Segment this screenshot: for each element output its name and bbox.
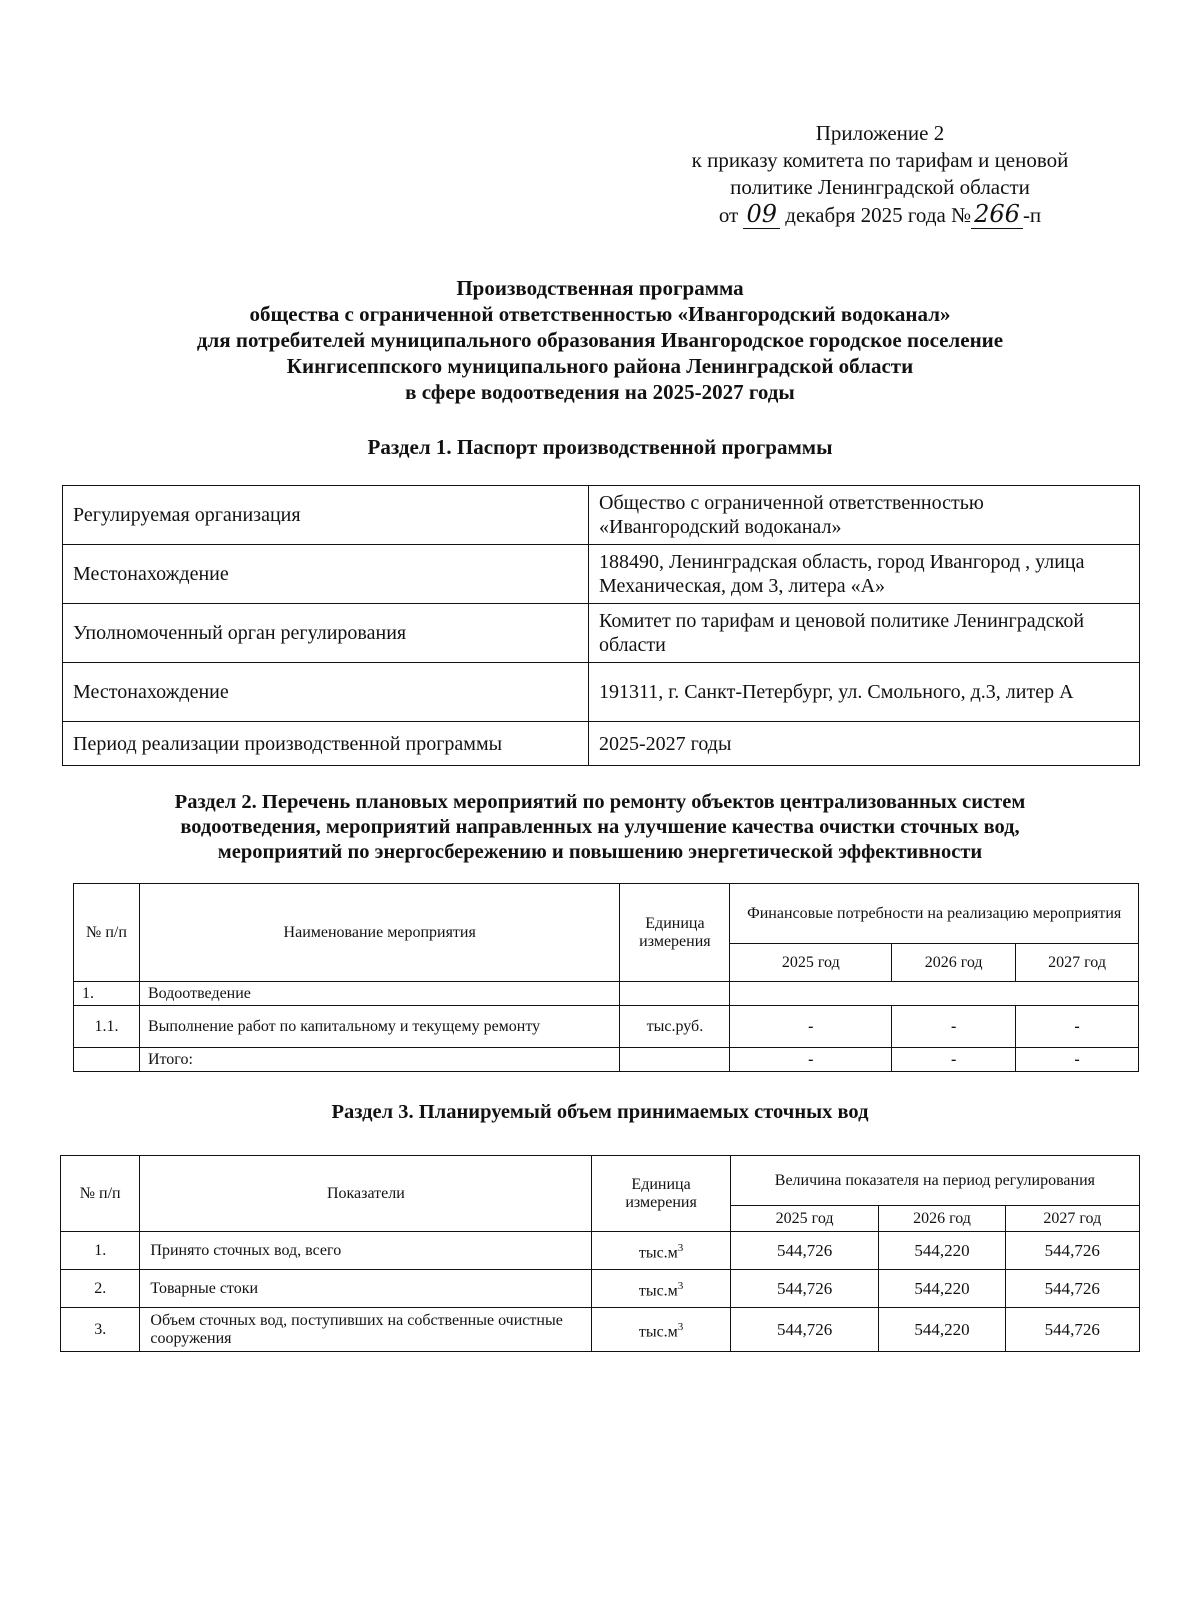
measures-table [73, 883, 1139, 1072]
table-row [74, 1006, 1139, 1048]
row-name: Выполнение работ по капитальному и текущему ремонту [139, 1006, 619, 1048]
table-row [63, 604, 1140, 663]
col-name-header: Показатели [140, 1156, 592, 1232]
value-cell: 544,220 [879, 1232, 1005, 1270]
passport-table [62, 485, 1140, 766]
value-cell: - [730, 1048, 892, 1072]
value-cell: - [1016, 1048, 1139, 1072]
value-cell: 544,726 [1005, 1308, 1139, 1352]
row-values-empty [730, 982, 1139, 1006]
passport-value: Комитет по тарифам и ценовой политике Ленинградской области [589, 604, 1140, 663]
program-title [60, 275, 1140, 405]
total-label: Итого: [139, 1048, 619, 1072]
unit-superscript: 3 [677, 1241, 684, 1254]
col-name-header: Наименование мероприятия [139, 884, 619, 982]
value-cell: - [1016, 1006, 1139, 1048]
year-header: 2025 год [730, 1206, 879, 1232]
row-name: Водоотведение [139, 982, 619, 1006]
row-num: 1. [74, 982, 140, 1006]
section2-heading [60, 790, 1140, 865]
table-header-row [74, 884, 1139, 944]
appendix-line-1: Приложение 2 [815, 121, 945, 145]
handwritten-number: 266 [971, 200, 1023, 229]
title-line-5: в сфере водоотведения на 2025-2027 годы [405, 380, 795, 404]
passport-key: Уполномоченный орган регулирования [63, 604, 589, 663]
col-unit-header: Единица измерения [620, 884, 730, 982]
table-row [61, 1270, 1140, 1308]
table-row [63, 545, 1140, 604]
value-cell: 544,726 [730, 1232, 879, 1270]
value-cell: - [892, 1006, 1016, 1048]
year-header: 2025 год [730, 944, 892, 982]
row-num: 2. [61, 1270, 140, 1308]
row-name: Принято сточных вод, всего [140, 1232, 592, 1270]
table-row [61, 1232, 1140, 1270]
unit-text: тыс.м [638, 1323, 678, 1341]
unit-text: тыс.м [638, 1282, 678, 1300]
passport-value: 2025-2027 годы [589, 722, 1140, 766]
value-cell: 544,726 [730, 1308, 879, 1352]
number-suffix: -п [1022, 203, 1042, 227]
date-prefix: от [718, 203, 739, 227]
passport-key: Период реализации производственной программы [63, 722, 589, 766]
col-num-header: № п/п [74, 884, 140, 982]
row-num: 1.1. [74, 1006, 140, 1048]
table-row [63, 722, 1140, 766]
passport-key: Местонахождение [63, 663, 589, 722]
row-unit [620, 1048, 730, 1072]
table-row [63, 486, 1140, 545]
title-line-2: общества с ограниченной ответственностью «Ивангородский водоканал» [249, 302, 951, 326]
col-finance-header: Финансовые потребности на реализацию мероприятия [730, 884, 1139, 944]
handwritten-day: 09 [743, 200, 780, 229]
row-name: Объем сточных вод, поступивших на собственные очистные сооружения [140, 1308, 592, 1352]
row-unit: тыс.руб. [620, 1006, 730, 1048]
section2-heading-line-3: мероприятий по энергосбережению и повышению энергетической эффективности [217, 841, 983, 863]
passport-key: Местонахождение [63, 545, 589, 604]
year-header: 2026 год [892, 944, 1016, 982]
value-cell: 544,726 [730, 1270, 879, 1308]
title-line-1: Производственная программа [456, 276, 744, 300]
year-header: 2026 год [879, 1206, 1005, 1232]
passport-key: Регулируемая организация [63, 486, 589, 545]
row-num: 3. [61, 1308, 140, 1352]
row-unit [592, 1308, 730, 1352]
row-num [74, 1048, 140, 1072]
table-total-row [74, 1048, 1139, 1072]
value-cell: 544,726 [1005, 1232, 1139, 1270]
appendix-header [620, 120, 1140, 229]
date-middle: декабря 2025 года № [785, 203, 972, 227]
year-header: 2027 год [1016, 944, 1139, 982]
title-line-3: для потребителей муниципального образования Ивангородское городское поселение [196, 328, 1004, 352]
year-header: 2027 год [1005, 1206, 1139, 1232]
section3-heading: Раздел 3. Планируемый объем принимаемых сточных вод [331, 1101, 869, 1123]
appendix-line-2: к приказу комитета по тарифам и ценовой [691, 148, 1069, 172]
table-row [63, 663, 1140, 722]
row-unit [620, 982, 730, 1006]
unit-text: тыс.м [638, 1244, 678, 1262]
unit-superscript: 3 [677, 1320, 684, 1333]
value-cell: 544,220 [879, 1308, 1005, 1352]
value-cell: - [892, 1048, 1016, 1072]
col-unit-header: Единица измерения [592, 1156, 730, 1232]
section2-heading-line-2: водоотведения, мероприятий направленных на улучшение качества очистки сточных вод, [180, 816, 1020, 838]
section2-heading-line-1: Раздел 2. Перечень плановых мероприятий по ремонту объектов централизованных систем [174, 791, 1026, 813]
passport-value: 191311, г. Санкт-Петербург, ул. Смольного, д.3, литер А [589, 663, 1140, 722]
row-name: Товарные стоки [140, 1270, 592, 1308]
row-unit [592, 1270, 730, 1308]
col-value-header: Величина показателя на период регулирования [730, 1156, 1139, 1206]
row-num: 1. [61, 1232, 140, 1270]
row-unit [592, 1232, 730, 1270]
passport-value: 188490, Ленинградская область, город Ивангород , улица Механическая, дом 3, литера «А» [589, 545, 1140, 604]
wastewater-volume-table [60, 1155, 1140, 1352]
section1-heading: Раздел 1. Паспорт производственной программы [367, 435, 833, 459]
value-cell: - [730, 1006, 892, 1048]
appendix-date-line [620, 201, 1140, 229]
passport-value: Общество с ограниченной ответственностью «Ивангородский водоканал» [589, 486, 1140, 545]
unit-superscript: 3 [677, 1279, 684, 1292]
value-cell: 544,220 [879, 1270, 1005, 1308]
table-row [61, 1308, 1140, 1352]
col-num-header: № п/п [61, 1156, 140, 1232]
table-row [74, 982, 1139, 1006]
value-cell: 544,726 [1005, 1270, 1139, 1308]
table-header-row [61, 1156, 1140, 1206]
title-line-4: Кингисеппского муниципального района Ленинградской области [286, 354, 914, 378]
appendix-line-3: политике Ленинградской области [730, 175, 1030, 199]
